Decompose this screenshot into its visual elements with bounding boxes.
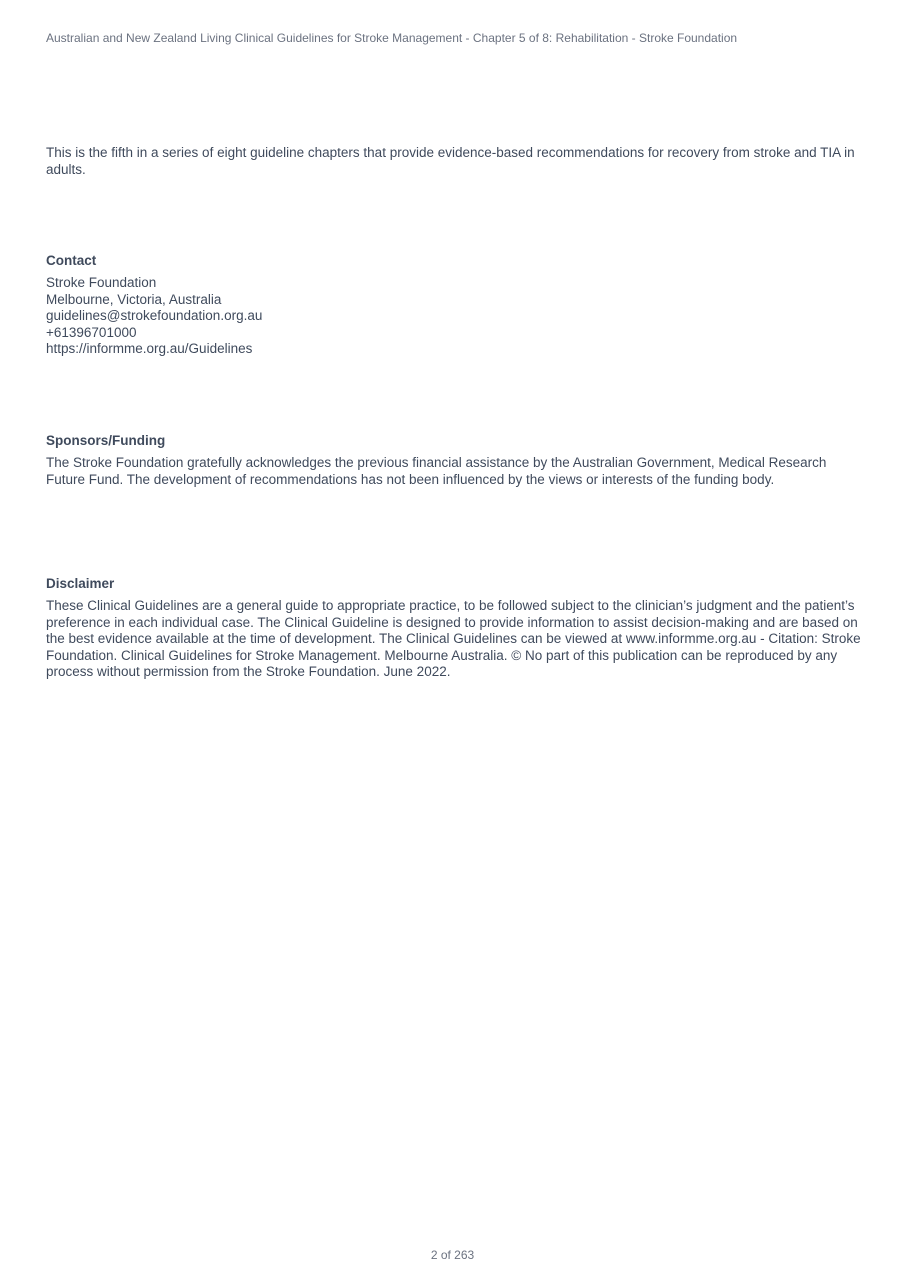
contact-heading: Contact <box>46 253 97 268</box>
disclaimer-section <box>46 576 866 681</box>
page-number: 2 of 263 <box>430 1248 475 1262</box>
disclaimer-paragraph: These Clinical Guidelines are a general guide to appropriate practice, to be followed subject to the clinician’s judgment and the patient’s preference in each individual case. The Clinical Guideline is designed to provide information to assist decision-making and are based on the best evidence available at the time of development. The Clinical Guidelines can be viewed at www.informme.org.au - Citation: Stroke Foundation. Clinical Guidelines for Stroke Management. Melbourne Australia. © No part of this publication can be reproduced by any process without permission from the Stroke Foundation. June 2022. <box>46 598 861 679</box>
contact-email[interactable]: guidelines@strokefoundation.org.au <box>46 308 263 323</box>
contact-organization: Stroke Foundation <box>46 275 157 290</box>
contact-website[interactable]: https://informme.org.au/Guidelines <box>46 341 253 356</box>
running-header: Australian and New Zealand Living Clinical Guidelines for Stroke Management - Chapter 5 of 8: Rehabilitation - Stroke Foundation <box>46 31 738 45</box>
contact-details <box>46 275 866 358</box>
contact-phone: +61396701000 <box>46 324 137 340</box>
disclaimer-heading: Disclaimer <box>46 576 115 591</box>
sponsors-heading: Sponsors/Funding <box>46 433 166 448</box>
sponsors-paragraph: The Stroke Foundation gratefully acknowledges the previous financial assistance by the Australian Government, Medical Research Future Fund. The development of recommendations has not been influenced by the views or interests of the funding body. <box>46 455 827 487</box>
contact-location: Melbourne, Victoria, Australia <box>46 291 222 307</box>
contact-section <box>46 253 866 358</box>
intro-paragraph: This is the fifth in a series of eight guideline chapters that provide evidence-based recommendations for recovery from stroke and TIA in adults. <box>46 145 855 177</box>
sponsors-section <box>46 433 866 488</box>
